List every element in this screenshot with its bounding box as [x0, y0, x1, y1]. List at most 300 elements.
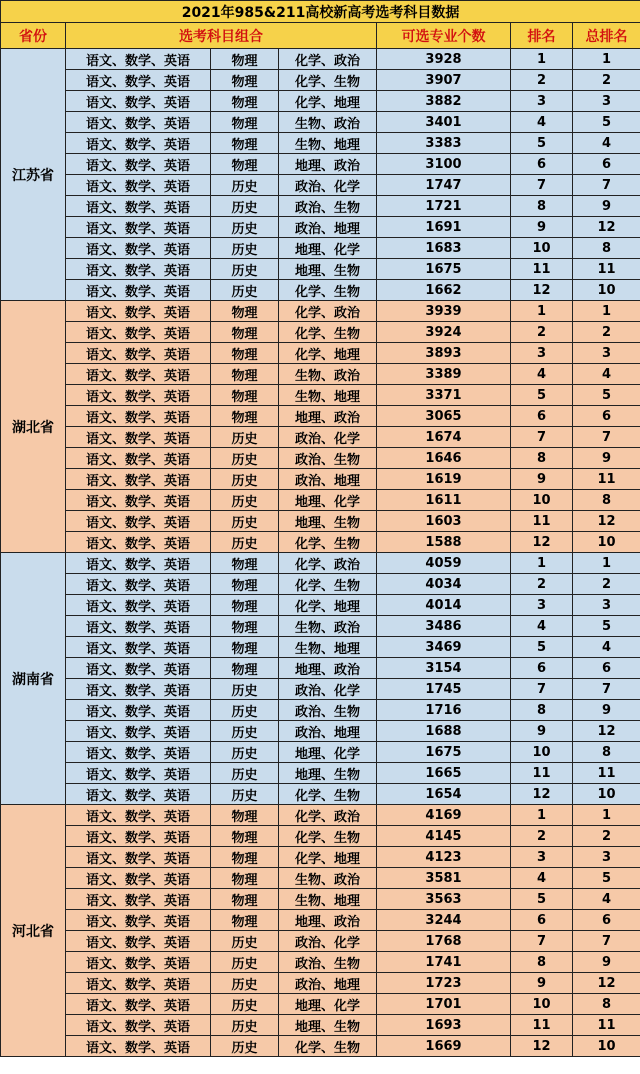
cell-elective-subjects: 政治、化学 [279, 931, 377, 952]
cell-total-rank: 1 [573, 49, 640, 70]
cell-rank: 9 [511, 721, 573, 742]
table-row [1, 175, 640, 196]
cell-rank: 8 [511, 952, 573, 973]
table-row [1, 133, 640, 154]
cell-elective-subjects: 化学、生物 [279, 280, 377, 301]
cell-total-rank: 5 [573, 112, 640, 133]
cell-elective-subjects: 化学、生物 [279, 826, 377, 847]
cell-total-rank: 10 [573, 280, 640, 301]
cell-core-subjects: 语文、数学、英语 [66, 805, 211, 826]
cell-primary-subject: 历史 [211, 1015, 279, 1036]
cell-major-count: 3100 [377, 154, 511, 175]
cell-major-count: 3389 [377, 364, 511, 385]
cell-primary-subject: 历史 [211, 490, 279, 511]
cell-total-rank: 2 [573, 322, 640, 343]
cell-total-rank: 10 [573, 532, 640, 553]
cell-elective-subjects: 生物、地理 [279, 637, 377, 658]
cell-core-subjects: 语文、数学、英语 [66, 889, 211, 910]
cell-rank: 9 [511, 217, 573, 238]
cell-total-rank: 4 [573, 364, 640, 385]
cell-total-rank: 7 [573, 679, 640, 700]
cell-major-count: 1674 [377, 427, 511, 448]
table-row [1, 1036, 640, 1057]
table-row [1, 553, 640, 574]
table-row [1, 1015, 640, 1036]
cell-major-count: 3893 [377, 343, 511, 364]
cell-total-rank: 5 [573, 616, 640, 637]
table-row [1, 889, 640, 910]
table-row [1, 574, 640, 595]
cell-primary-subject: 物理 [211, 616, 279, 637]
cell-rank: 10 [511, 742, 573, 763]
cell-rank: 10 [511, 994, 573, 1015]
header-row [1, 23, 640, 49]
cell-primary-subject: 物理 [211, 847, 279, 868]
cell-primary-subject: 物理 [211, 70, 279, 91]
table-row [1, 154, 640, 175]
cell-core-subjects: 语文、数学、英语 [66, 637, 211, 658]
cell-total-rank: 7 [573, 175, 640, 196]
cell-core-subjects: 语文、数学、英语 [66, 616, 211, 637]
cell-rank: 7 [511, 679, 573, 700]
cell-total-rank: 11 [573, 1015, 640, 1036]
cell-elective-subjects: 地理、化学 [279, 238, 377, 259]
cell-total-rank: 12 [573, 721, 640, 742]
cell-major-count: 4145 [377, 826, 511, 847]
table-row [1, 91, 640, 112]
table-row [1, 805, 640, 826]
cell-total-rank: 12 [573, 973, 640, 994]
province-cell: 湖南省 [1, 553, 66, 805]
cell-core-subjects: 语文、数学、英语 [66, 931, 211, 952]
cell-total-rank: 11 [573, 469, 640, 490]
cell-primary-subject: 物理 [211, 301, 279, 322]
cell-core-subjects: 语文、数学、英语 [66, 427, 211, 448]
cell-rank: 11 [511, 259, 573, 280]
table-row [1, 469, 640, 490]
cell-rank: 5 [511, 133, 573, 154]
cell-primary-subject: 历史 [211, 784, 279, 805]
cell-total-rank: 9 [573, 700, 640, 721]
cell-rank: 2 [511, 70, 573, 91]
cell-elective-subjects: 化学、地理 [279, 595, 377, 616]
cell-elective-subjects: 地理、化学 [279, 490, 377, 511]
cell-major-count: 1619 [377, 469, 511, 490]
cell-primary-subject: 物理 [211, 868, 279, 889]
cell-elective-subjects: 地理、生物 [279, 511, 377, 532]
cell-core-subjects: 语文、数学、英语 [66, 490, 211, 511]
header-combo: 选考科目组合 [66, 23, 377, 49]
cell-core-subjects: 语文、数学、英语 [66, 259, 211, 280]
cell-primary-subject: 历史 [211, 931, 279, 952]
table-row [1, 301, 640, 322]
cell-rank: 4 [511, 868, 573, 889]
cell-primary-subject: 历史 [211, 196, 279, 217]
cell-core-subjects: 语文、数学、英语 [66, 952, 211, 973]
cell-elective-subjects: 化学、生物 [279, 574, 377, 595]
cell-major-count: 1693 [377, 1015, 511, 1036]
cell-core-subjects: 语文、数学、英语 [66, 91, 211, 112]
table-row [1, 952, 640, 973]
cell-total-rank: 9 [573, 196, 640, 217]
cell-primary-subject: 历史 [211, 427, 279, 448]
cell-primary-subject: 物理 [211, 910, 279, 931]
cell-elective-subjects: 政治、化学 [279, 175, 377, 196]
table-row [1, 343, 640, 364]
province-cell: 江苏省 [1, 49, 66, 301]
cell-total-rank: 11 [573, 259, 640, 280]
cell-major-count: 3924 [377, 322, 511, 343]
cell-elective-subjects: 化学、政治 [279, 553, 377, 574]
cell-total-rank: 4 [573, 637, 640, 658]
cell-major-count: 1747 [377, 175, 511, 196]
table-row [1, 238, 640, 259]
cell-primary-subject: 历史 [211, 1036, 279, 1057]
cell-primary-subject: 历史 [211, 280, 279, 301]
cell-elective-subjects: 政治、化学 [279, 679, 377, 700]
cell-major-count: 3371 [377, 385, 511, 406]
cell-total-rank: 6 [573, 154, 640, 175]
cell-elective-subjects: 化学、生物 [279, 784, 377, 805]
cell-elective-subjects: 化学、地理 [279, 343, 377, 364]
cell-total-rank: 4 [573, 133, 640, 154]
cell-major-count: 1675 [377, 742, 511, 763]
cell-core-subjects: 语文、数学、英语 [66, 343, 211, 364]
cell-primary-subject: 历史 [211, 448, 279, 469]
cell-major-count: 1683 [377, 238, 511, 259]
cell-core-subjects: 语文、数学、英语 [66, 112, 211, 133]
cell-elective-subjects: 化学、生物 [279, 70, 377, 91]
cell-primary-subject: 物理 [211, 658, 279, 679]
cell-primary-subject: 历史 [211, 217, 279, 238]
cell-primary-subject: 历史 [211, 469, 279, 490]
cell-major-count: 1745 [377, 679, 511, 700]
cell-rank: 3 [511, 91, 573, 112]
cell-rank: 2 [511, 826, 573, 847]
cell-elective-subjects: 生物、政治 [279, 364, 377, 385]
cell-primary-subject: 历史 [211, 511, 279, 532]
cell-rank: 10 [511, 490, 573, 511]
cell-major-count: 1588 [377, 532, 511, 553]
table-row [1, 700, 640, 721]
cell-core-subjects: 语文、数学、英语 [66, 742, 211, 763]
cell-core-subjects: 语文、数学、英语 [66, 469, 211, 490]
province-cell: 河北省 [1, 805, 66, 1057]
cell-elective-subjects: 化学、政治 [279, 49, 377, 70]
cell-primary-subject: 历史 [211, 532, 279, 553]
cell-core-subjects: 语文、数学、英语 [66, 364, 211, 385]
table-row [1, 931, 640, 952]
cell-elective-subjects: 政治、化学 [279, 427, 377, 448]
cell-core-subjects: 语文、数学、英语 [66, 154, 211, 175]
cell-total-rank: 8 [573, 490, 640, 511]
table-row [1, 196, 640, 217]
table-row [1, 784, 640, 805]
table-row [1, 868, 640, 889]
cell-rank: 4 [511, 616, 573, 637]
cell-rank: 6 [511, 658, 573, 679]
cell-rank: 6 [511, 910, 573, 931]
cell-rank: 2 [511, 322, 573, 343]
table-row [1, 910, 640, 931]
cell-rank: 1 [511, 553, 573, 574]
cell-elective-subjects: 地理、化学 [279, 742, 377, 763]
cell-primary-subject: 历史 [211, 679, 279, 700]
cell-major-count: 1675 [377, 259, 511, 280]
table-row [1, 595, 640, 616]
cell-major-count: 3882 [377, 91, 511, 112]
cell-elective-subjects: 地理、政治 [279, 658, 377, 679]
cell-total-rank: 3 [573, 91, 640, 112]
cell-rank: 1 [511, 805, 573, 826]
cell-core-subjects: 语文、数学、英语 [66, 385, 211, 406]
table-row [1, 385, 640, 406]
cell-rank: 7 [511, 175, 573, 196]
cell-major-count: 3469 [377, 637, 511, 658]
cell-core-subjects: 语文、数学、英语 [66, 826, 211, 847]
table-row [1, 364, 640, 385]
cell-elective-subjects: 化学、生物 [279, 1036, 377, 1057]
cell-total-rank: 1 [573, 301, 640, 322]
cell-rank: 10 [511, 238, 573, 259]
table-row [1, 280, 640, 301]
cell-major-count: 1688 [377, 721, 511, 742]
cell-total-rank: 12 [573, 511, 640, 532]
cell-core-subjects: 语文、数学、英语 [66, 574, 211, 595]
cell-total-rank: 8 [573, 238, 640, 259]
cell-total-rank: 9 [573, 448, 640, 469]
cell-core-subjects: 语文、数学、英语 [66, 301, 211, 322]
cell-elective-subjects: 政治、生物 [279, 952, 377, 973]
cell-major-count: 3401 [377, 112, 511, 133]
cell-major-count: 4014 [377, 595, 511, 616]
cell-rank: 7 [511, 427, 573, 448]
cell-total-rank: 3 [573, 343, 640, 364]
cell-major-count: 1611 [377, 490, 511, 511]
cell-major-count: 4059 [377, 553, 511, 574]
cell-total-rank: 1 [573, 805, 640, 826]
cell-total-rank: 4 [573, 889, 640, 910]
cell-core-subjects: 语文、数学、英语 [66, 133, 211, 154]
cell-core-subjects: 语文、数学、英语 [66, 553, 211, 574]
table-row [1, 511, 640, 532]
cell-elective-subjects: 化学、地理 [279, 847, 377, 868]
cell-primary-subject: 物理 [211, 637, 279, 658]
cell-primary-subject: 物理 [211, 574, 279, 595]
table-row [1, 616, 640, 637]
table-row [1, 70, 640, 91]
cell-rank: 12 [511, 280, 573, 301]
cell-rank: 3 [511, 595, 573, 616]
cell-primary-subject: 物理 [211, 112, 279, 133]
table-row [1, 763, 640, 784]
cell-elective-subjects: 生物、地理 [279, 889, 377, 910]
cell-core-subjects: 语文、数学、英语 [66, 973, 211, 994]
cell-elective-subjects: 地理、政治 [279, 910, 377, 931]
cell-elective-subjects: 生物、地理 [279, 385, 377, 406]
cell-elective-subjects: 生物、政治 [279, 616, 377, 637]
cell-rank: 5 [511, 637, 573, 658]
cell-elective-subjects: 政治、生物 [279, 700, 377, 721]
cell-total-rank: 8 [573, 742, 640, 763]
table-row [1, 490, 640, 511]
cell-total-rank: 2 [573, 574, 640, 595]
cell-core-subjects: 语文、数学、英语 [66, 322, 211, 343]
cell-major-count: 3154 [377, 658, 511, 679]
cell-primary-subject: 历史 [211, 763, 279, 784]
cell-total-rank: 11 [573, 763, 640, 784]
cell-rank: 9 [511, 469, 573, 490]
cell-major-count: 1669 [377, 1036, 511, 1057]
cell-primary-subject: 物理 [211, 133, 279, 154]
cell-major-count: 1662 [377, 280, 511, 301]
cell-total-rank: 10 [573, 784, 640, 805]
table-row [1, 259, 640, 280]
cell-major-count: 1723 [377, 973, 511, 994]
cell-rank: 6 [511, 406, 573, 427]
table-row [1, 532, 640, 553]
cell-total-rank: 6 [573, 406, 640, 427]
cell-major-count: 3581 [377, 868, 511, 889]
cell-total-rank: 8 [573, 994, 640, 1015]
cell-rank: 8 [511, 700, 573, 721]
table-row [1, 721, 640, 742]
table-row [1, 742, 640, 763]
cell-total-rank: 3 [573, 595, 640, 616]
cell-core-subjects: 语文、数学、英语 [66, 868, 211, 889]
cell-elective-subjects: 政治、生物 [279, 448, 377, 469]
cell-core-subjects: 语文、数学、英语 [66, 280, 211, 301]
cell-primary-subject: 物理 [211, 154, 279, 175]
cell-major-count: 1701 [377, 994, 511, 1015]
cell-total-rank: 2 [573, 826, 640, 847]
cell-core-subjects: 语文、数学、英语 [66, 511, 211, 532]
cell-major-count: 3907 [377, 70, 511, 91]
cell-total-rank: 2 [573, 70, 640, 91]
cell-rank: 12 [511, 1036, 573, 1057]
cell-rank: 8 [511, 448, 573, 469]
cell-primary-subject: 历史 [211, 994, 279, 1015]
cell-elective-subjects: 地理、生物 [279, 1015, 377, 1036]
cell-core-subjects: 语文、数学、英语 [66, 49, 211, 70]
cell-elective-subjects: 政治、地理 [279, 973, 377, 994]
cell-rank: 5 [511, 385, 573, 406]
cell-major-count: 3928 [377, 49, 511, 70]
cell-elective-subjects: 地理、化学 [279, 994, 377, 1015]
cell-total-rank: 6 [573, 658, 640, 679]
cell-core-subjects: 语文、数学、英语 [66, 1015, 211, 1036]
cell-total-rank: 7 [573, 427, 640, 448]
cell-primary-subject: 物理 [211, 49, 279, 70]
cell-major-count: 1646 [377, 448, 511, 469]
table-row [1, 658, 640, 679]
table-row [1, 406, 640, 427]
cell-major-count: 4169 [377, 805, 511, 826]
cell-major-count: 1665 [377, 763, 511, 784]
cell-rank: 3 [511, 847, 573, 868]
cell-rank: 6 [511, 154, 573, 175]
cell-total-rank: 6 [573, 910, 640, 931]
table-row [1, 217, 640, 238]
cell-primary-subject: 物理 [211, 889, 279, 910]
cell-elective-subjects: 化学、生物 [279, 532, 377, 553]
header-province: 省份 [1, 23, 66, 49]
cell-rank: 3 [511, 343, 573, 364]
cell-major-count: 1741 [377, 952, 511, 973]
table-row [1, 679, 640, 700]
table-row [1, 322, 640, 343]
cell-core-subjects: 语文、数学、英语 [66, 847, 211, 868]
cell-rank: 12 [511, 532, 573, 553]
cell-core-subjects: 语文、数学、英语 [66, 595, 211, 616]
cell-rank: 9 [511, 973, 573, 994]
cell-core-subjects: 语文、数学、英语 [66, 175, 211, 196]
cell-major-count: 1654 [377, 784, 511, 805]
cell-elective-subjects: 地理、政治 [279, 154, 377, 175]
cell-primary-subject: 物理 [211, 343, 279, 364]
cell-total-rank: 9 [573, 952, 640, 973]
province-cell: 湖北省 [1, 301, 66, 553]
cell-core-subjects: 语文、数学、英语 [66, 1036, 211, 1057]
table-row [1, 994, 640, 1015]
cell-primary-subject: 物理 [211, 322, 279, 343]
cell-elective-subjects: 地理、生物 [279, 259, 377, 280]
cell-major-count: 1721 [377, 196, 511, 217]
table-row [1, 49, 640, 70]
header-count: 可选专业个数 [377, 23, 511, 49]
cell-rank: 7 [511, 931, 573, 952]
cell-core-subjects: 语文、数学、英语 [66, 406, 211, 427]
cell-total-rank: 7 [573, 931, 640, 952]
cell-primary-subject: 历史 [211, 721, 279, 742]
cell-major-count: 1716 [377, 700, 511, 721]
cell-total-rank: 10 [573, 1036, 640, 1057]
cell-rank: 4 [511, 364, 573, 385]
cell-elective-subjects: 政治、生物 [279, 196, 377, 217]
cell-primary-subject: 物理 [211, 385, 279, 406]
cell-total-rank: 5 [573, 868, 640, 889]
cell-core-subjects: 语文、数学、英语 [66, 196, 211, 217]
table-row [1, 637, 640, 658]
cell-core-subjects: 语文、数学、英语 [66, 910, 211, 931]
cell-primary-subject: 历史 [211, 952, 279, 973]
cell-core-subjects: 语文、数学、英语 [66, 784, 211, 805]
cell-primary-subject: 物理 [211, 805, 279, 826]
table-row [1, 112, 640, 133]
cell-core-subjects: 语文、数学、英语 [66, 994, 211, 1015]
cell-core-subjects: 语文、数学、英语 [66, 70, 211, 91]
cell-core-subjects: 语文、数学、英语 [66, 700, 211, 721]
table-row [1, 847, 640, 868]
cell-major-count: 3563 [377, 889, 511, 910]
table-row [1, 973, 640, 994]
cell-total-rank: 1 [573, 553, 640, 574]
cell-elective-subjects: 政治、地理 [279, 217, 377, 238]
cell-elective-subjects: 地理、生物 [279, 763, 377, 784]
cell-primary-subject: 历史 [211, 259, 279, 280]
cell-primary-subject: 历史 [211, 973, 279, 994]
cell-major-count: 1768 [377, 931, 511, 952]
cell-rank: 11 [511, 511, 573, 532]
cell-major-count: 1691 [377, 217, 511, 238]
cell-core-subjects: 语文、数学、英语 [66, 721, 211, 742]
cell-major-count: 3065 [377, 406, 511, 427]
cell-elective-subjects: 生物、政治 [279, 868, 377, 889]
cell-major-count: 3486 [377, 616, 511, 637]
cell-core-subjects: 语文、数学、英语 [66, 763, 211, 784]
cell-elective-subjects: 政治、地理 [279, 721, 377, 742]
header-total-rank: 总排名 [573, 23, 640, 49]
